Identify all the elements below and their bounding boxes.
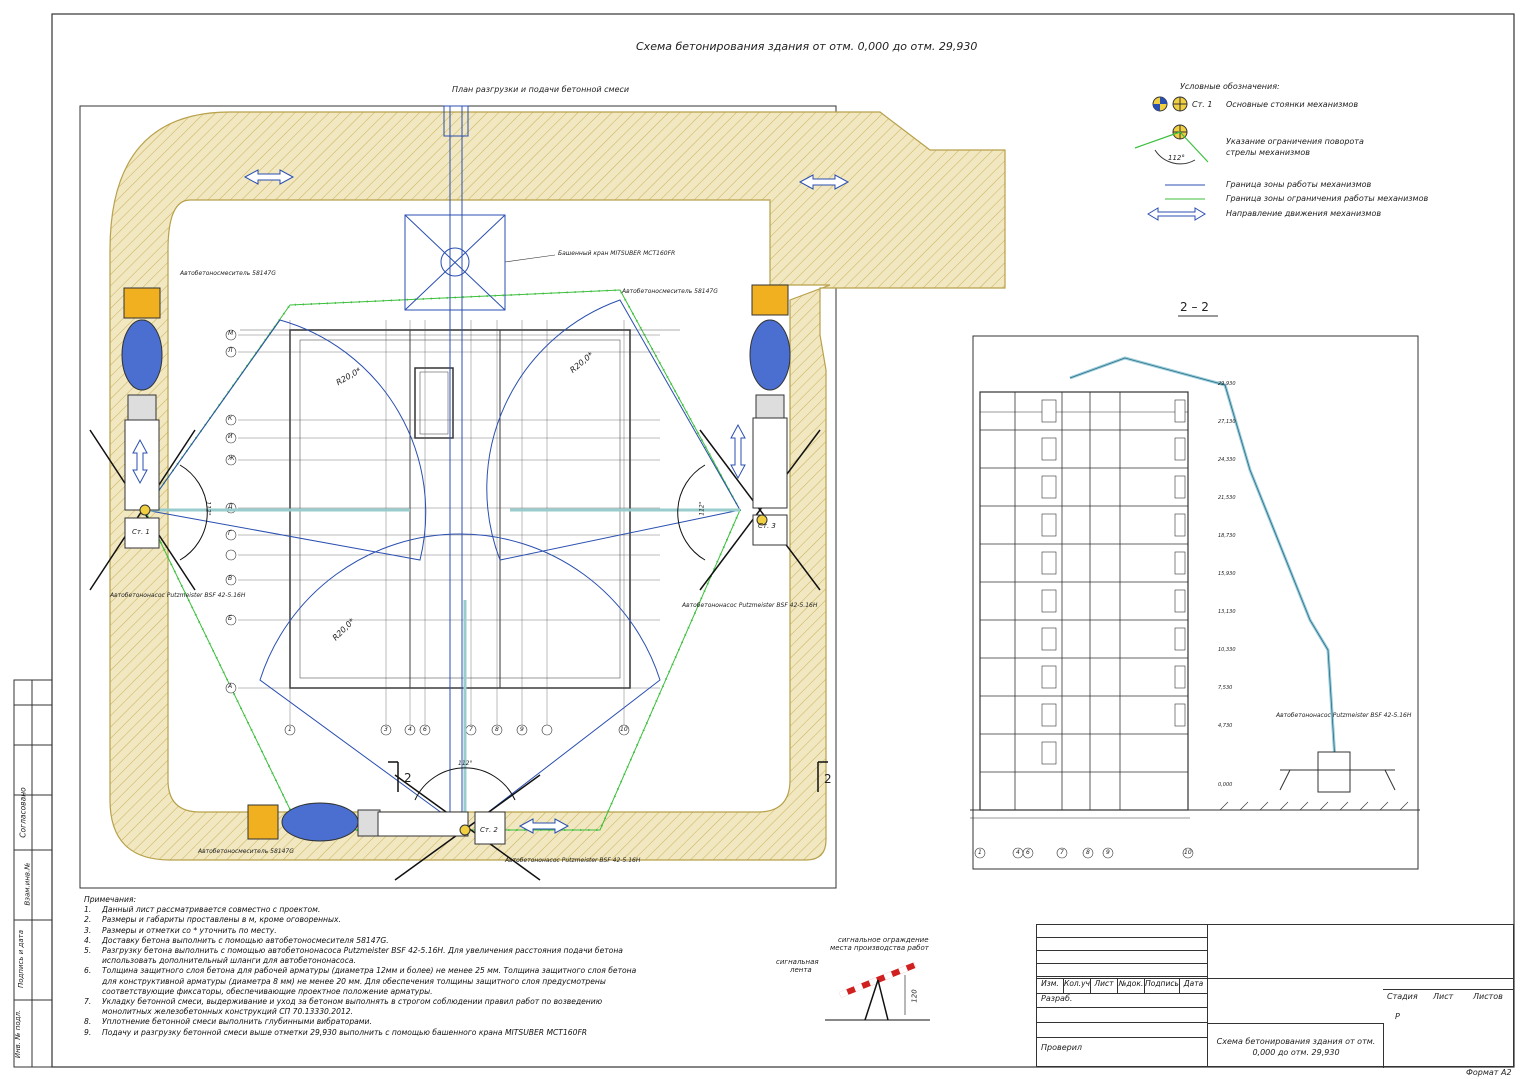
axis-letter: И [228,433,233,440]
section-boom [1070,358,1335,760]
angle-label-1: 112° [204,501,212,516]
section-mark-right: 2 [824,772,832,786]
notes-title: Примечания: [84,895,137,904]
note-4: Доставку бетона выполнить с помощью автобетоносмесителя 58147G. [102,935,389,945]
stamp-soglasovano: Согласовано [18,787,28,838]
elevation: 13,130 [1218,609,1236,615]
stamp-inv: Инв. № подл. [14,1009,23,1059]
mixer-label-bottom: Автобетоносмеситель 58147G [198,848,294,855]
axis-number: 4 [408,726,412,733]
legend-item-restricted-zone: Граница зоны ограничения работы механизмов [1226,194,1429,203]
section-pump-label: Автобетононасос Putzmeister BSF 42-5.16H [1276,712,1412,719]
elevation: 27,130 [1218,419,1236,425]
mixer-right [750,285,790,545]
legend-symbol-angle: 112° [1168,154,1185,162]
section-title: 2 – 2 [1180,300,1209,314]
fence-title-1: сигнальное ограждение [838,936,929,944]
section-mark-left: 2 [404,771,412,785]
stage-value: Р [1395,1012,1400,1021]
fence-height: 120 [910,989,919,1003]
axis-letter: К [228,415,233,422]
stamp-podpis: Подпись и дата [16,930,25,988]
plan-title: План разгрузки и подачи бетонной смеси [452,85,630,94]
stage-header: Стадия [1387,992,1418,1001]
elevation: 15,930 [1218,571,1236,577]
note-2: Размеры и габариты проставлены в м, кроме оговоренных. [102,915,341,925]
sheet-title: Схема бетонирования здания от отм. 0,000 до отм. 29,930 [636,40,978,53]
mixer-label-right: Автобетоносмеситель 58147G [622,288,718,295]
axis-number: 8 [495,726,499,733]
axis-number: 7 [469,726,473,733]
fence-tape-2: лента [790,966,812,974]
doc-title: Схема бетонирования здания от отм. 0,000 до отм. 29,930 [1216,1037,1376,1057]
station-2: Ст. 2 [480,826,498,834]
radius-label-1: R20,0* [334,365,363,388]
axis-letter: Л [228,347,233,354]
angle-label-3: 112° [458,760,473,767]
axis-letter: В [228,575,233,582]
title-block [1036,924,1514,1067]
elevation: 0,000 [1218,782,1233,788]
section-axis: 10 [1184,849,1192,856]
title-block-headers: Изм. Кол.уч Лист №док. Подпись Дата [1037,978,1207,994]
legend-symbol-station: Ст. 1 [1192,100,1213,109]
section-building [970,392,1420,818]
fence-tape-1: сигнальная [776,958,819,966]
notes-block: Примечания: 1. Данный лист рассматривается совместно с проектом. 2. Размеры и габариты проставлены в м, кроме оговоренных. 3. Размеры и отметки со * уточнить по месту. 4. Доставку бетона выполнить с помощью автобетоносмесителя 58147G. 5. Разгрузку бетона выполнить с помощью автобетононасоса Putzmeister BSF 42-5.16H. Для увеличения расстояния подачи бетона использовать дополнительный шланги для автобетононасоса. 6. Толщина защитного слоя бетона для рабочей арматуры (диаметра 12мм и более) не менее 25 мм. Толщина защитного слоя бетона для конструктивной арматуры (диаметра 8 мм) не менее 20 мм. Для обеспечения толщины защитного слоя предусмотрены соответствующие фиксаторы, обеспечивающие проектное положение арматуры. 7. Укладку бетонной смеси, выдерживание и уход за бетоном выполнять в строгом соблюдении правил работ по возведению монолитных железобетонных конструкций СП 70.13330.2012. 8. Уплотнение бетонной смеси выполнить глубинными вибраторами. 9. Подачу и разгрузку бетонной смеси выше отметки 29,930 выполнить с помощью башенного крана MITSUBER MCT160FR [84,895,644,1038]
crane-label: Башенный кран MITSUBER MCT160FR [558,250,676,257]
note-9: Подачу и разгрузку бетонной смеси выше отметки 29,930 выполнить с помощью башенного крана MITSUBER MCT160FR [102,1027,588,1037]
elevation: 21,530 [1218,495,1236,501]
legend-item-work-zone: Граница зоны работы механизмов [1226,180,1372,189]
elevation: 4,730 [1218,723,1233,729]
note-3: Размеры и отметки со * уточнить по месту. [102,925,277,935]
axis-letter: М [228,330,234,337]
axis-number: 3 [384,726,388,733]
legend-item-stations: Основные стоянки механизмов [1226,100,1359,109]
elevation: 7,530 [1218,685,1233,691]
proveril-label: Проверил [1041,1043,1083,1052]
axis-number: 9 [520,726,524,733]
note-8: Уплотнение бетонной смеси выполнить глубинными вибраторами. [102,1017,372,1027]
axis-letter: Д [228,503,233,510]
axis-letter: Ж [228,455,235,462]
station-1: Ст. 1 [132,528,150,536]
sheets-header: Листов [1473,992,1503,1001]
section-axis: 4 [1016,849,1020,856]
stamp-vzam: Взам.инв.№ [23,862,32,906]
radius-label-2: R20,0* [568,350,596,375]
legend-title: Условные обозначения: [1180,82,1280,91]
elevation: 24,330 [1218,457,1236,463]
razrab-label: Разраб. [1041,994,1073,1003]
note-7: Укладку бетонной смеси, выдерживание и уход за бетоном выполнять в строгом соблюдении правил работ по возведению монолитных железобетонных конструкций СП 70.13330.2012. [102,997,603,1017]
section-axis: 8 [1086,849,1090,856]
section-axis: 7 [1060,849,1064,856]
fence-title-2: места производства работ [830,944,929,952]
axis-letter: Г [228,530,232,537]
pump-label-right: Автобетононасос Putzmeister BSF 42-5.16H [682,602,818,609]
angle-label-2: 112° [698,501,706,516]
axis-letter: А [228,683,233,690]
legend-item-boom-limit: Указание ограничения поворота стрелы механизмов [1226,137,1364,157]
radius-label-3: R20,0* [330,616,357,643]
section-axis: 6 [1026,849,1030,856]
grid-lines [238,320,660,730]
elevation: 18,730 [1218,533,1236,539]
station-3: Ст. 3 [758,522,776,530]
section-axis: 1 [978,849,982,856]
axis-number: 1 [288,726,292,733]
format-label: Формат А2 [1466,1068,1512,1077]
axis-letter: Б [228,615,233,622]
note-1: Данный лист рассматривается совместно с проектом. [102,905,321,915]
pump-label-bottom: Автобетононасос Putzmeister BSF 42-5.16H [505,857,641,864]
note-6: Толщина защитного слоя бетона для рабочей арматуры (диаметра 12мм и более) не менее 25 мм. Толщина защитного слоя бетона для конструктивной арматуры (диаметра 8 мм) не менее 20 мм. Для обеспечения толщины защитного слоя предусмотрены соответствующие фиксаторы, обеспечивающие проектное положение арматуры. [102,966,637,996]
note-5: Разгрузку бетона выполнить с помощью автобетононасоса Putzmeister BSF 42-5.16H. Для увеличения расстояния подачи бетона использовать дополнительный шланги для автобетононасоса. [102,946,623,966]
elevation: 29,930 [1218,381,1236,387]
pump-label-left: Автобетононасос Putzmeister BSF 42-5.16H [110,592,246,599]
axis-number: 10 [620,726,628,733]
axis-number: 6 [423,726,427,733]
elevation: 10,330 [1218,647,1236,653]
tower-crane [405,215,505,310]
legend-item-direction: Направление движения механизмов [1226,209,1382,218]
sheet-header: Лист [1433,992,1454,1001]
mixer-label-left: Автобетоносмеситель 58147G [180,270,276,277]
section-axis: 9 [1106,849,1110,856]
